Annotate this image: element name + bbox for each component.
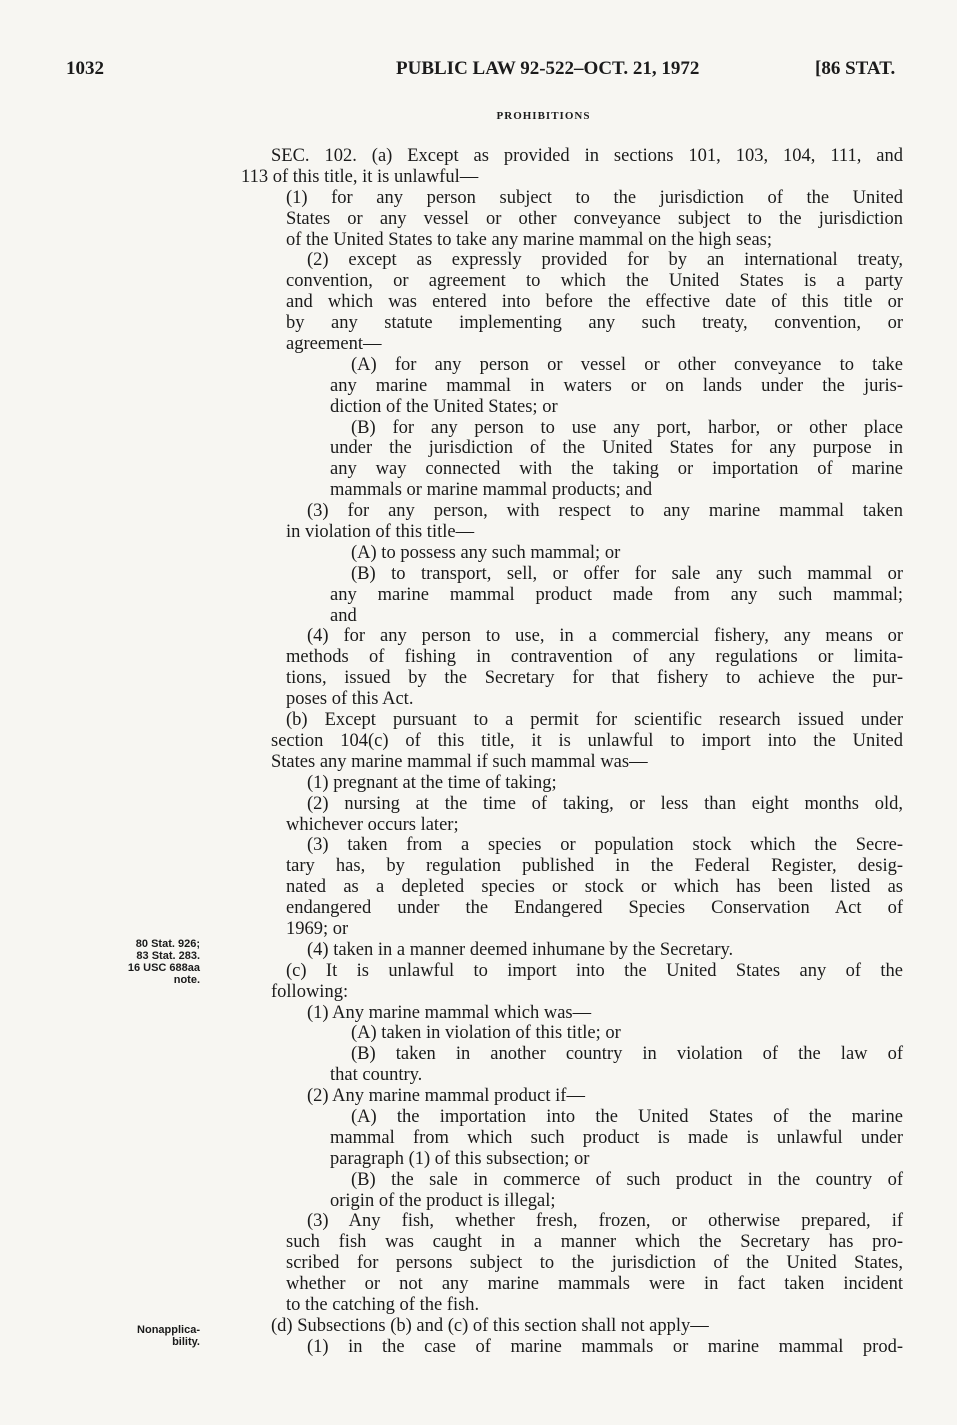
margin-note-nonapplicability bbox=[60, 1324, 200, 1348]
body-line: (4) for any person to use, in a commercial fishery, any means or bbox=[307, 626, 903, 647]
body-line: any marine mammal product made from any such mammal; bbox=[330, 584, 903, 605]
body-line: paragraph (1) of this subsection; or bbox=[330, 1148, 590, 1169]
section-heading: PROHIBITIONS bbox=[496, 110, 591, 122]
body-line: under the jurisdiction of the United States for any purpose in bbox=[330, 438, 903, 459]
body-line: (4) taken in a manner deemed inhumane by the Secretary. bbox=[307, 939, 734, 960]
body-line: (B) the sale in commerce of such product in the country of bbox=[351, 1169, 903, 1190]
body-line: methods of fishing in contravention of any regulations or limita- bbox=[286, 647, 903, 668]
body-line: (1) Any marine mammal which was— bbox=[307, 1002, 592, 1023]
body-line: (3) taken from a species or population stock which the Secre- bbox=[307, 835, 903, 856]
body-line: agreement— bbox=[286, 334, 382, 355]
body-line: States any marine mammal if such mammal was— bbox=[271, 751, 648, 772]
body-line: by any statute implementing any such treaty, convention, or bbox=[286, 313, 903, 334]
body-line: SEC. 102. (a) Except as provided in sections 101, 103, 104, 111, and bbox=[271, 146, 903, 166]
body-line: (b) Except pursuant to a permit for scientific research issued under bbox=[286, 710, 903, 731]
margin-note-line: 80 Stat. 926; bbox=[135, 938, 200, 950]
body-line: (d) Subsections (b) and (c) of this section shall not apply— bbox=[271, 1315, 709, 1336]
body-line: any way connected with the taking or importation of marine bbox=[330, 459, 903, 480]
body-line: States or any vessel or other conveyance subject to the jurisdiction bbox=[286, 208, 903, 229]
body-line: mammal from which such product is made is unlawful under bbox=[330, 1127, 903, 1148]
body-line: and bbox=[330, 605, 357, 626]
body-line: (1) pregnant at the time of taking; bbox=[307, 772, 557, 793]
body-line: (A) for any person or vessel or other conveyance to take bbox=[351, 354, 903, 375]
body-line: poses of this Act. bbox=[286, 689, 414, 710]
body-line: endangered under the Endangered Species Conservation Act of bbox=[286, 898, 903, 919]
page-number: 1032 bbox=[66, 58, 104, 79]
body-line: (3) Any fish, whether fresh, frozen, or otherwise prepared, if bbox=[307, 1211, 903, 1232]
body-line: (2) Any marine mammal product if— bbox=[307, 1086, 585, 1107]
body-line: (c) It is unlawful to import into the United States any of the bbox=[286, 960, 903, 981]
body-line: diction of the United States; or bbox=[330, 396, 558, 417]
body-line: (2) except as expressly provided for by an international treaty, bbox=[307, 250, 903, 271]
body-line: origin of the product is illegal; bbox=[330, 1190, 556, 1211]
body-line: (3) for any person, with respect to any marine mammal taken bbox=[307, 501, 903, 522]
body-line: (A) taken in violation of this title; or bbox=[351, 1023, 621, 1044]
body-line: to the catching of the fish. bbox=[286, 1294, 480, 1315]
body-line: (1) in the case of marine mammals or marine mammal prod- bbox=[307, 1336, 903, 1357]
page-header bbox=[0, 58, 957, 88]
section-body bbox=[241, 146, 903, 1358]
body-line: such fish was caught in a manner which the Secretary has pro- bbox=[286, 1232, 903, 1253]
body-line: whichever occurs later; bbox=[286, 814, 459, 835]
margin-note-citation bbox=[60, 938, 200, 986]
body-line: that country. bbox=[330, 1065, 423, 1086]
running-title: PUBLIC LAW 92-522–OCT. 21, 1972 bbox=[396, 58, 700, 79]
margin-note-line: Nonapplica- bbox=[137, 1324, 200, 1336]
body-line: (B) to transport, sell, or offer for sale any such mammal or bbox=[351, 563, 903, 584]
body-line: 113 of this title, it is unlawful— bbox=[241, 166, 479, 187]
body-line: in violation of this title— bbox=[286, 522, 475, 543]
body-line: (A) the importation into the United States of the marine bbox=[351, 1106, 903, 1127]
body-line: of the United States to take any marine mammal on the high seas; bbox=[286, 229, 773, 250]
body-line: and which was entered into before the effective date of this title or bbox=[286, 292, 903, 313]
body-line: whether or not any marine mammals were in fact taken incident bbox=[286, 1274, 903, 1295]
body-line: section 104(c) of this title, it is unlawful to import into the United bbox=[271, 730, 903, 751]
body-line: (2) nursing at the time of taking, or less than eight months old, bbox=[307, 793, 903, 814]
body-line: mammals or marine mammal products; and bbox=[330, 480, 653, 501]
body-line: (B) taken in another country in violation of the law of bbox=[351, 1044, 903, 1065]
body-line: convention, or agreement to which the United States is a party bbox=[286, 271, 903, 292]
body-line: (A) to possess any such mammal; or bbox=[351, 542, 621, 563]
margin-note-line: 16 USC 688aa bbox=[127, 962, 200, 974]
statute-volume: [86 STAT. bbox=[815, 58, 896, 79]
body-line: tary has, by regulation published in the Federal Register, desig- bbox=[286, 856, 903, 877]
body-line: 1969; or bbox=[286, 918, 349, 939]
body-line: nated as a depleted species or stock or which has been listed as bbox=[286, 877, 903, 898]
body-line: (B) for any person to use any port, harbor, or other place bbox=[351, 417, 903, 438]
body-line: any marine mammal in waters or on lands under the juris- bbox=[330, 375, 903, 396]
body-line: following: bbox=[271, 981, 349, 1002]
margin-note-line: 83 Stat. 283. bbox=[136, 950, 200, 962]
body-line: tions, issued by the Secretary for that fishery to achieve the pur- bbox=[286, 668, 903, 689]
margin-note-line: note. bbox=[173, 974, 200, 986]
margin-note-line: bility. bbox=[172, 1336, 200, 1348]
body-line: (1) for any person subject to the jurisdiction of the United bbox=[286, 187, 903, 208]
body-line: scribed for persons subject to the jurisdiction of the United States, bbox=[286, 1253, 903, 1274]
